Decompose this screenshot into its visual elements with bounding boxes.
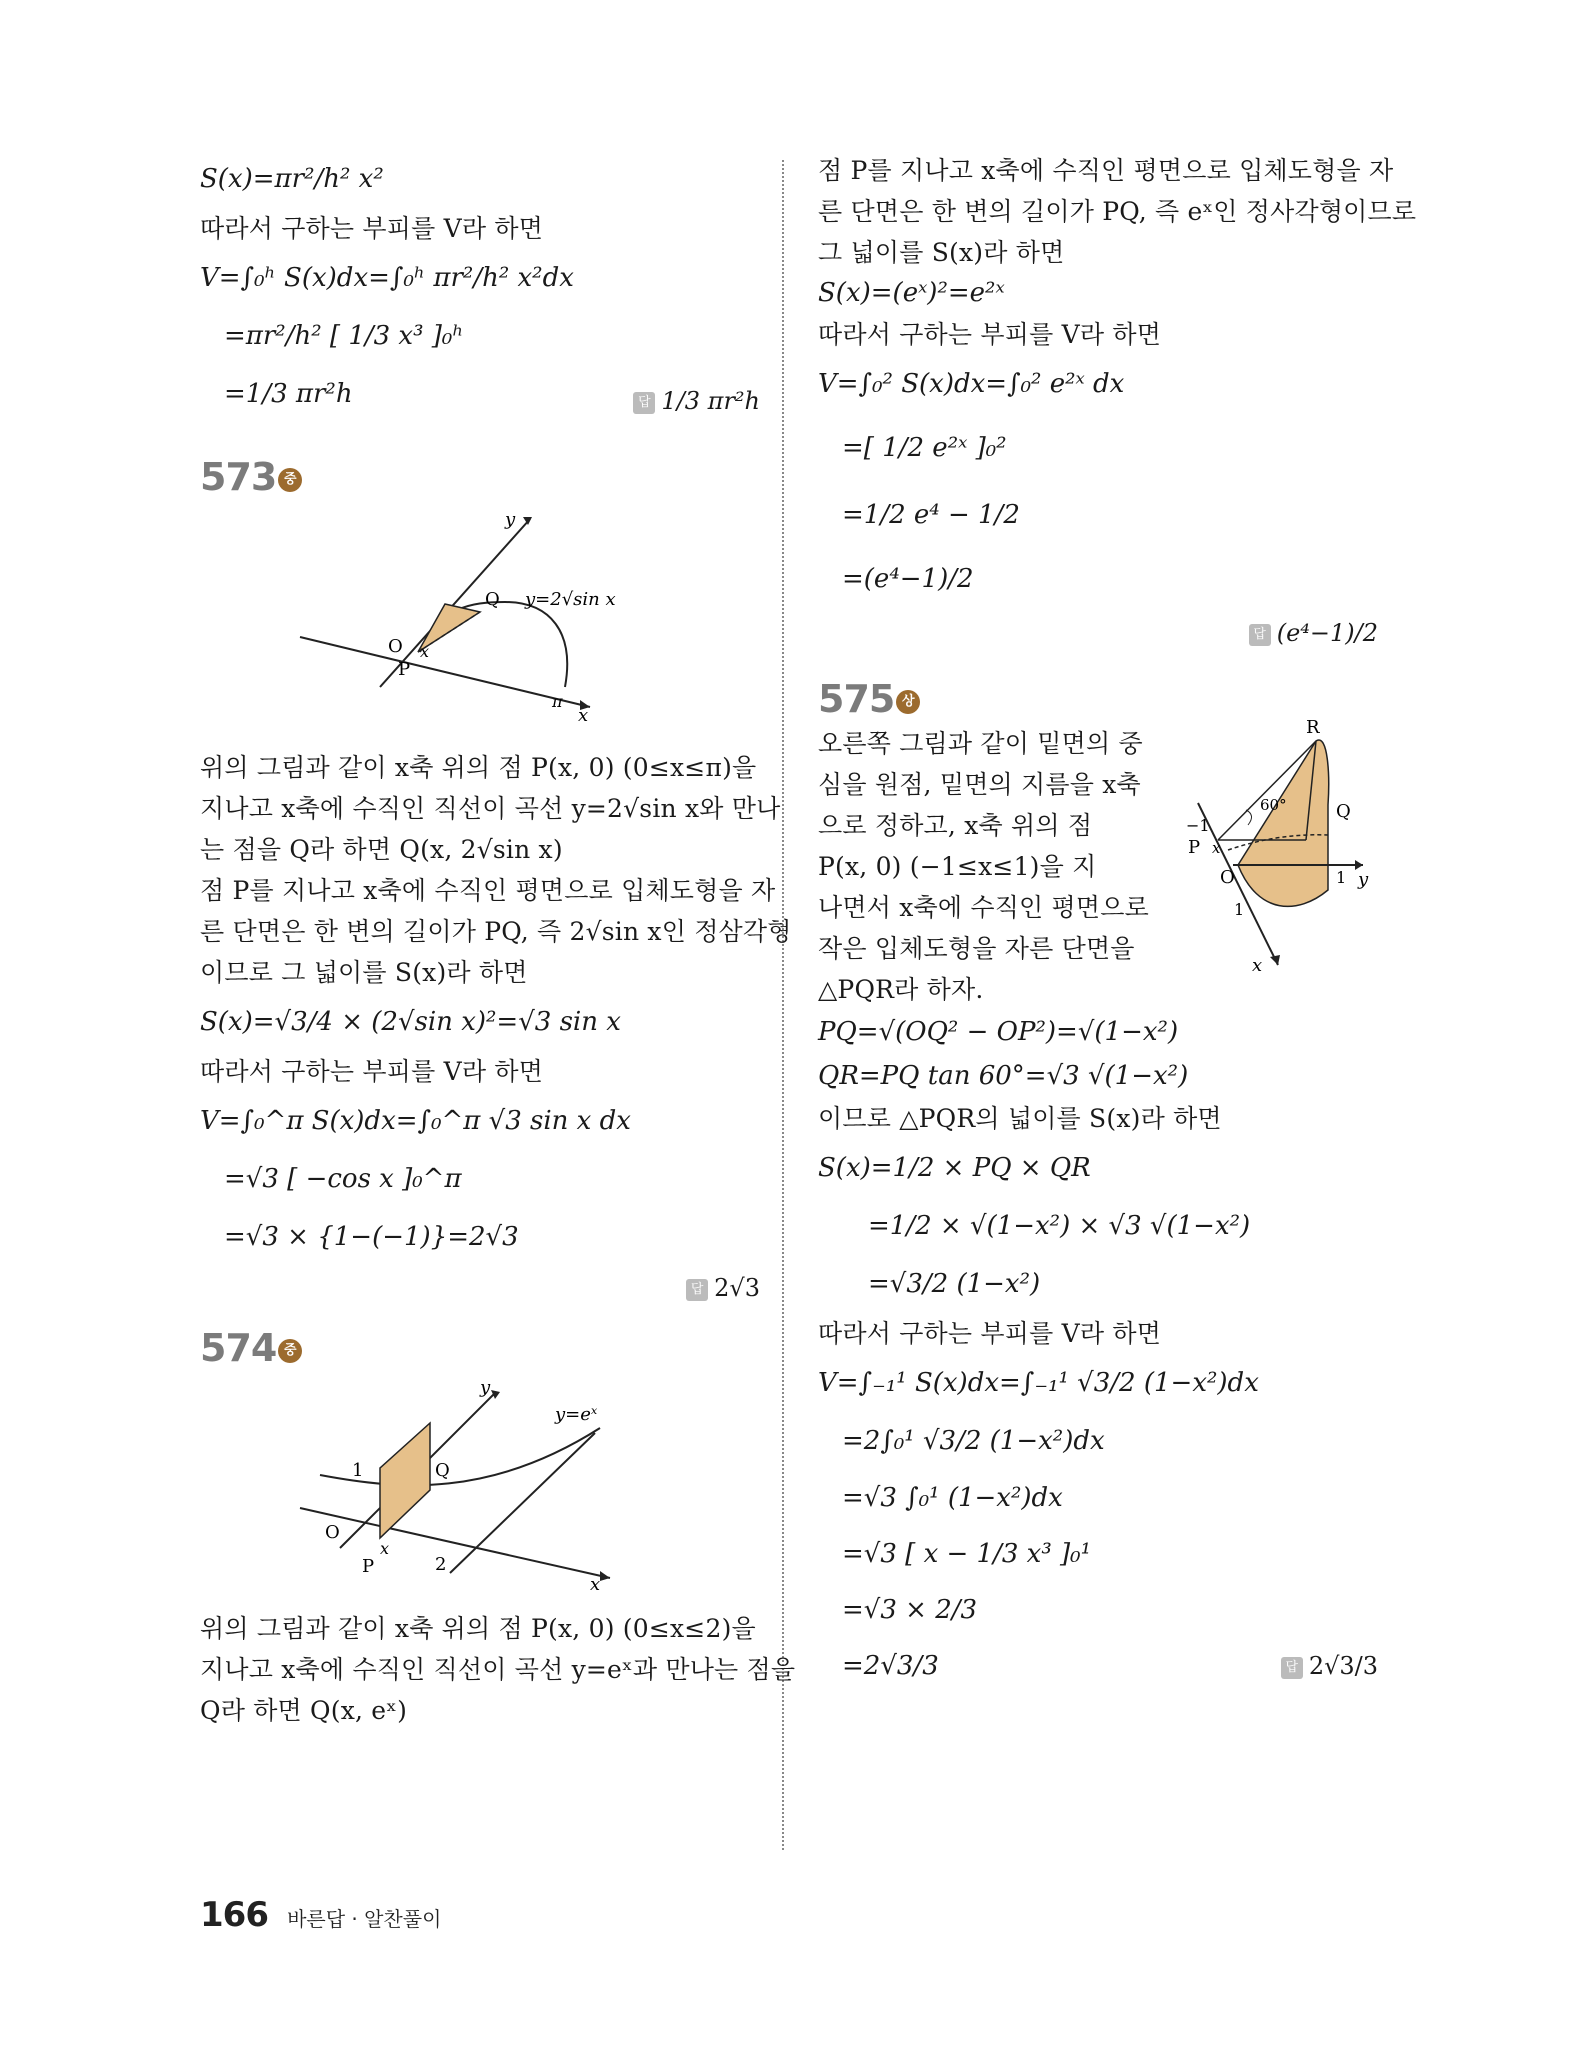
fig-label: 60° [1260, 796, 1287, 814]
equation: =√3 × {1−(−1)}=2√3 [224, 1222, 519, 1252]
text-line: 심을 원점, 밑면의 지름을 x축 [818, 770, 1141, 799]
equation: =2√3/3 [842, 1651, 939, 1681]
answer-badge: 답 [633, 392, 655, 414]
fig-label: 1 [352, 1460, 364, 1481]
text-line: 따라서 구하는 부피를 V라 하면 [818, 320, 1162, 349]
fig-label: y [480, 1378, 491, 1398]
fig-label: O [388, 636, 403, 657]
text-line: 오른쪽 그림과 같이 밑면의 중 [818, 729, 1143, 758]
fig-label: x [1252, 955, 1263, 976]
answer-value: (e⁴−1)/2 [1276, 619, 1378, 647]
text-line: Q라 하면 Q(x, eˣ) [200, 1696, 408, 1725]
fig-label: 1 [1234, 900, 1245, 919]
answer-value: 1/3 πr²h [661, 387, 760, 415]
text-line: 따라서 구하는 부피를 V라 하면 [200, 214, 544, 243]
equation: S(x)=√3/4 × (2√sin x)²=√3 sin x [200, 1007, 621, 1037]
equation: =1/2 × √(1−x²) × √3 √(1−x²) [868, 1211, 1251, 1241]
fig-label: P [1188, 837, 1201, 858]
equation: =√3/2 (1−x²) [868, 1269, 1041, 1299]
half-cylinder [1238, 740, 1329, 906]
x-axis [300, 637, 590, 707]
text-line: 위의 그림과 같이 x축 위의 점 P(x, 0) (0≤x≤π)을 [200, 753, 757, 782]
difficulty-badge: 중 [278, 1339, 302, 1363]
text-line: 는 점을 Q라 하면 Q(x, 2√sin x) [200, 835, 563, 864]
footer-label: 바른답 · 알찬풀이 [287, 1907, 442, 1931]
fig-label: π [552, 692, 563, 711]
answer-value: 2√3 [714, 1274, 760, 1302]
figure-573 [270, 507, 690, 737]
text-line: 이므로 그 넓이를 S(x)라 하면 [200, 958, 528, 987]
answer-574 [818, 611, 1378, 655]
equation: =1/3 πr²h [224, 379, 353, 409]
fig-label: Q [485, 589, 500, 610]
text-line: 따라서 구하는 부피를 V라 하면 [200, 1057, 544, 1086]
problem-number: 574 [200, 1326, 277, 1370]
fig-label: O [1220, 867, 1235, 888]
problem-number: 573 [200, 455, 277, 499]
equation: =√3 [ x − 1/3 x³ ]₀¹ [842, 1539, 1091, 1569]
fig-label: P [398, 659, 411, 680]
equation: PQ=√(OQ² − OP²)=√(1−x²) [818, 1017, 1179, 1047]
text-line: 나면서 x축에 수직인 평면으로 [818, 893, 1149, 922]
equation: S(x)=1/2 × PQ × QR [818, 1153, 1091, 1183]
fig-label: x [578, 705, 589, 726]
equation: =√3 [ −cos x ]₀^π [224, 1164, 462, 1194]
page-footer [200, 1895, 441, 1935]
fig-label: y [505, 509, 516, 530]
equation: QR=PQ tan 60°=√3 √(1−x²) [818, 1061, 1189, 1091]
page-number: 166 [200, 1895, 268, 1935]
equation: =2∫₀¹ √3/2 (1−x²)dx [842, 1426, 1105, 1456]
fig-label: O [325, 1522, 340, 1543]
equation: =1/2 e⁴ − 1/2 [842, 500, 1020, 530]
fig-label: R [1306, 717, 1320, 738]
answer-value: 2√3/3 [1308, 1652, 1378, 1680]
fig-label: y=2√sin x [525, 589, 616, 610]
fig-label: Q [1336, 801, 1351, 822]
text-line: 그 넓이를 S(x)라 하면 [818, 238, 1065, 267]
equation: V=∫₀² S(x)dx=∫₀² e²ˣ dx [818, 369, 1125, 399]
text-line: 작은 입체도형을 자른 단면을 [818, 934, 1135, 963]
text-line: 이므로 △PQR의 넓이를 S(x)라 하면 [818, 1104, 1222, 1133]
text-line: P(x, 0) (−1≤x≤1)을 지 [818, 852, 1097, 881]
equation: S(x)=πr²/h² x² [200, 164, 384, 194]
text-line: 지나고 x축에 수직인 직선이 곡선 y=eˣ과 만나는 점을 [200, 1655, 796, 1684]
text-line: 른 단면은 한 변의 길이가 PQ, 즉 eˣ인 정사각형이므로 [818, 197, 1417, 226]
equation: =(e⁴−1)/2 [842, 564, 974, 594]
text-line: 지나고 x축에 수직인 직선이 곡선 y=2√sin x와 만나 [200, 794, 781, 823]
difficulty-badge: 상 [896, 690, 920, 714]
text-line: 따라서 구하는 부피를 V라 하면 [818, 1319, 1162, 1348]
left-column [200, 150, 796, 1731]
column-divider [782, 160, 784, 1850]
fig-label: −1 [1186, 816, 1210, 835]
equation: =πr²/h² [ 1/3 x³ ]₀ʰ [224, 321, 464, 351]
equation: V=∫₋₁¹ S(x)dx=∫₋₁¹ √3/2 (1−x²)dx [818, 1368, 1259, 1398]
difficulty-badge: 중 [278, 468, 302, 492]
problem-573-number [200, 453, 760, 501]
fig-label: x [590, 1574, 601, 1595]
fig-label: P [362, 1556, 375, 1577]
problem-574-number [200, 1324, 760, 1372]
equation: =√3 × 2/3 [842, 1595, 978, 1625]
equation: =[ 1/2 e²ˣ ]₀² [842, 433, 1007, 463]
equation: S(x)=(eˣ)²=e²ˣ [818, 278, 1005, 308]
text-line: 점 P를 지나고 x축에 수직인 평면으로 입체도형을 자 [200, 876, 776, 905]
text-line: 으로 정하고, x축 위의 점 [818, 811, 1093, 840]
answer-badge: 답 [1281, 1657, 1303, 1679]
problem-number: 575 [818, 677, 895, 721]
fig-label: x [380, 1539, 390, 1558]
line-x-equals-2 [450, 1433, 595, 1573]
problem-575-body [818, 717, 1378, 1010]
figure-575 [1178, 715, 1378, 985]
fig-label: y=eˣ [555, 1404, 598, 1425]
fig-label: x [1212, 839, 1221, 857]
text-line: 른 단면은 한 변의 길이가 PQ, 즉 2√sin x인 정삼각형 [200, 917, 792, 946]
fig-label: 1 [1336, 868, 1347, 887]
text-line: 위의 그림과 같이 x축 위의 점 P(x, 0) (0≤x≤2)을 [200, 1614, 756, 1643]
equation: V=∫₀^π S(x)dx=∫₀^π √3 sin x dx [200, 1106, 631, 1136]
equation: V=∫₀ʰ S(x)dx=∫₀ʰ πr²/h² x²dx [200, 263, 574, 293]
equation: =√3 ∫₀¹ (1−x²)dx [842, 1483, 1063, 1513]
text-line: 점 P를 지나고 x축에 수직인 평면으로 입체도형을 자 [818, 156, 1394, 185]
fig-label: x [420, 642, 430, 661]
answer-badge: 답 [686, 1279, 708, 1301]
answer-badge: 답 [1249, 624, 1271, 646]
fig-label: 2 [435, 1554, 447, 1575]
answer-573 [200, 1266, 760, 1310]
fig-label: Q [435, 1460, 450, 1481]
figure-574 [270, 1378, 690, 1598]
right-column [818, 150, 1417, 1688]
fig-label: y [1358, 869, 1369, 890]
cross-section-square [380, 1423, 430, 1538]
text-line: △PQR라 하자. [818, 975, 984, 1004]
